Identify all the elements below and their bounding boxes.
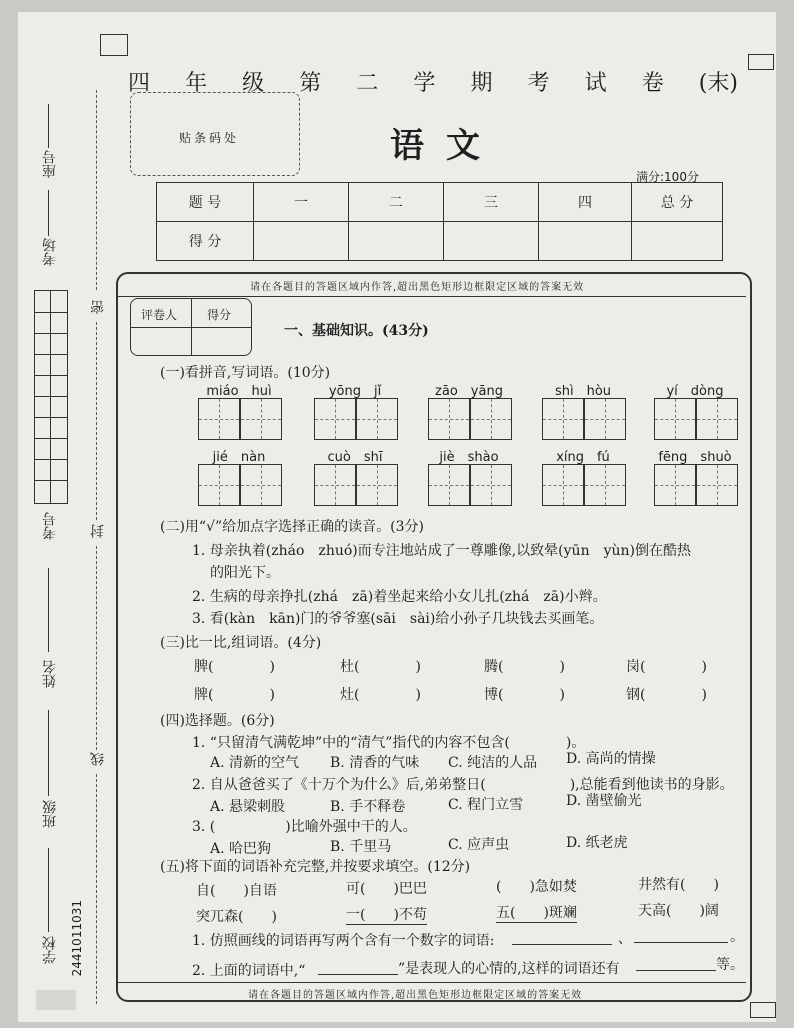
title-char: 第 xyxy=(299,71,322,96)
pinyin: shì hòu xyxy=(554,384,612,399)
grader-reviewer-label: 评卷人 xyxy=(141,308,178,322)
writing-grid-cell[interactable] xyxy=(198,464,240,506)
exam-number-boxes xyxy=(34,290,68,504)
idiom-fill-item[interactable]: 可( )巴巴 xyxy=(346,881,427,897)
score-header-cell: 二 xyxy=(349,183,444,222)
fill-question-1: 1. 仿照画线的词语再写两个含有一个数字的词语: xyxy=(192,933,495,949)
title-char: (末) xyxy=(698,71,738,96)
frame-divider-top xyxy=(118,296,746,297)
pinyin: yōng jǐ xyxy=(328,384,382,399)
class-label: 班级 xyxy=(42,800,58,828)
grader-box xyxy=(130,298,252,356)
choice-question-2: 2. 自从爸爸买了《十万个为什么》后,弟弟整日( ),总能看到他读书的身影。 xyxy=(192,777,734,793)
writing-grid-cell[interactable] xyxy=(356,464,398,506)
score-header-cell: 总 分 xyxy=(632,183,723,222)
school-code: 2441011031 xyxy=(70,900,84,977)
choice-question-3: 3. ( )比喻外强中干的人。 xyxy=(192,819,417,835)
school-line xyxy=(48,848,49,932)
writing-grid-cell[interactable] xyxy=(584,464,626,506)
writing-grid-cell[interactable] xyxy=(428,464,470,506)
pinyin: miáo huì xyxy=(206,384,272,399)
writing-grid-cell[interactable] xyxy=(542,398,584,440)
score-table xyxy=(156,182,723,261)
writing-grid-cell[interactable] xyxy=(428,398,470,440)
title-char: 学 xyxy=(413,71,436,96)
title-char: 级 xyxy=(242,71,265,96)
idiom-fill-item[interactable]: 突兀森( ) xyxy=(196,909,277,925)
word-compare-item[interactable]: 钢( ) xyxy=(626,687,707,703)
idiom-fill-item[interactable]: ( )急如焚 xyxy=(496,879,577,895)
corner-marker-top-left xyxy=(100,34,128,56)
writing-grid-cell[interactable] xyxy=(240,464,282,506)
score-input-cell[interactable] xyxy=(254,222,349,261)
fill-question-2-mid: ”是表现人的心情的,这样的词语还有 xyxy=(398,961,620,977)
notice-top: 请在各题目的答题区域内作答,超出黑色矩形边框限定区域的答案无效 xyxy=(250,282,585,293)
answer-blank[interactable] xyxy=(634,942,728,943)
choice-option[interactable]: A. 清新的空气 xyxy=(210,755,300,771)
title-char: 考 xyxy=(527,71,550,96)
answer-blank[interactable] xyxy=(636,970,716,971)
word-compare-item[interactable]: 腾( ) xyxy=(484,659,565,675)
choice-option[interactable]: C. 应声虫 xyxy=(448,837,510,853)
room-line xyxy=(48,190,49,236)
score-table-header-row xyxy=(157,183,723,222)
writing-grid-cell[interactable] xyxy=(198,398,240,440)
writing-grid-cell[interactable] xyxy=(654,398,696,440)
score-header-cell: 题 号 xyxy=(157,183,254,222)
part5-title: (五)将下面的词语补充完整,并按要求填空。(12分) xyxy=(160,859,471,875)
separator-mark: 、 xyxy=(618,931,632,947)
writing-grid-cell[interactable] xyxy=(470,398,512,440)
writing-grid-cell[interactable] xyxy=(356,398,398,440)
writing-grid-cell[interactable] xyxy=(584,398,626,440)
room-label: 考场 xyxy=(42,238,58,266)
corner-marker-bottom-right xyxy=(750,1002,776,1018)
seal-feng: 封 xyxy=(90,524,106,538)
choice-option[interactable]: B. 千里马 xyxy=(330,839,392,855)
score-input-cell[interactable] xyxy=(444,222,539,261)
part1-title: (一)看拼音,写词语。(10分) xyxy=(160,365,331,381)
title-char: 试 xyxy=(584,71,607,96)
writing-grid-cell[interactable] xyxy=(470,464,512,506)
word-compare-item[interactable]: 牌( ) xyxy=(194,687,275,703)
corner-marker-top-right xyxy=(748,54,774,70)
choice-option[interactable]: B. 清香的气味 xyxy=(330,755,420,771)
idiom-fill-item-underlined[interactable]: 一( )不苟 xyxy=(346,904,427,925)
name-line xyxy=(48,568,49,652)
seal-line-mid1 xyxy=(96,322,97,520)
choice-option[interactable]: B. 手不释卷 xyxy=(330,799,406,815)
word-compare-item[interactable]: 岗( ) xyxy=(626,659,707,675)
grader-score-label: 得分 xyxy=(207,308,232,322)
seal-line-top xyxy=(96,90,97,290)
score-header-cell: 三 xyxy=(444,183,539,222)
barcode-area xyxy=(130,92,300,176)
part2-question-2: 2. 生病的母亲挣扎(zhá zā)着坐起来给小女儿扎(zhá zā)小辫。 xyxy=(192,589,607,605)
seat-line xyxy=(48,104,49,148)
score-row-label: 得 分 xyxy=(157,222,254,261)
writing-grid-cell[interactable] xyxy=(314,398,356,440)
writing-grid-cell[interactable] xyxy=(542,464,584,506)
class-line xyxy=(48,710,49,796)
pinyin: xíng fú xyxy=(556,450,610,465)
frame-divider-bottom xyxy=(118,982,746,983)
full-mark: 满分:100分 xyxy=(636,170,699,184)
fill-question-2-start: 2. 上面的词语中,“ xyxy=(192,963,306,979)
writing-grid-cell[interactable] xyxy=(314,464,356,506)
pinyin: jié nàn xyxy=(212,450,266,465)
pinyin: cuò shī xyxy=(327,450,383,465)
writing-grid-cell[interactable] xyxy=(696,464,738,506)
score-input-cell[interactable] xyxy=(632,222,723,261)
title-char: 四 xyxy=(128,71,151,96)
choice-option[interactable]: C. 程门立雪 xyxy=(448,797,524,813)
title-char: 二 xyxy=(356,71,379,96)
score-input-cell[interactable] xyxy=(539,222,632,261)
part2-title: (二)用“√”给加点字选择正确的读音。(3分) xyxy=(160,519,424,535)
title-char: 年 xyxy=(185,71,208,96)
score-header-cell: 一 xyxy=(254,183,349,222)
seal-line-bottom xyxy=(96,774,97,1004)
choice-option[interactable]: C. 纯洁的人品 xyxy=(448,755,538,771)
end-mark: 等。 xyxy=(716,957,744,973)
exam-number-label: 考号 xyxy=(42,512,58,540)
score-input-cell[interactable] xyxy=(349,222,444,261)
notice-bottom: 请在各题目的答题区域内作答,超出黑色矩形边框限定区域的答案无效 xyxy=(248,990,583,1001)
choice-question-1: 1. “只留清气满乾坤”中的“清气”指代的内容不包含( )。 xyxy=(192,735,586,751)
answer-blank[interactable] xyxy=(318,974,398,975)
school-label: 学校 xyxy=(42,936,58,964)
score-header-cell: 四 xyxy=(539,183,632,222)
part2-question-1: 1. 母亲执着(zháo zhuó)而专注地站成了一尊雕像,以致晕(yūn yùn)倒在酷热 xyxy=(192,543,691,559)
pinyin: yí dòng xyxy=(666,384,724,399)
idiom-fill-item[interactable]: 天高( )阔 xyxy=(638,903,719,919)
seat-label: 座号 xyxy=(42,150,58,178)
seal-line-mid2 xyxy=(96,546,97,750)
word-compare-item[interactable]: 博( ) xyxy=(484,687,565,703)
pinyin: jiè shào xyxy=(439,450,499,465)
stamp-smudge xyxy=(36,990,76,1010)
word-compare-item[interactable]: 灶( ) xyxy=(340,687,421,703)
writing-grid-cell[interactable] xyxy=(696,398,738,440)
score-table-score-row xyxy=(157,222,723,261)
subject-title: 语文 xyxy=(390,126,502,166)
part4-title: (四)选择题。(6分) xyxy=(160,713,275,729)
choice-option[interactable]: D. 纸老虎 xyxy=(566,835,628,851)
end-mark: 。 xyxy=(730,929,744,945)
pinyin: fēng shuò xyxy=(658,450,732,465)
choice-option[interactable]: D. 凿壁偷光 xyxy=(566,793,642,809)
part2-question-1-cont: 的阳光下。 xyxy=(210,565,280,581)
idiom-fill-item[interactable]: 自( )自语 xyxy=(196,883,277,899)
writing-grid-cell[interactable] xyxy=(654,464,696,506)
word-compare-item[interactable]: 脾( ) xyxy=(194,659,275,675)
choice-option[interactable]: A. 悬梁刺股 xyxy=(210,799,286,815)
writing-grid-cell[interactable] xyxy=(240,398,282,440)
idiom-fill-item-underlined[interactable]: 五( )斑斓 xyxy=(496,902,577,923)
section1-title: 一、基础知识。(43分) xyxy=(284,323,429,339)
part3-title: (三)比一比,组词语。(4分) xyxy=(160,635,322,651)
choice-option[interactable]: D. 高尚的情操 xyxy=(566,751,656,767)
pinyin: zāo yāng xyxy=(435,384,503,399)
idiom-fill-item[interactable]: 井然有( ) xyxy=(638,877,719,893)
part2-question-3: 3. 看(kàn kān)门的爷爷塞(sāi sài)给小孙子几块钱去买画笔。 xyxy=(192,611,604,627)
name-label: 姓名 xyxy=(42,660,58,688)
choice-option[interactable]: A. 哈巴狗 xyxy=(210,841,272,857)
title-char: 卷 xyxy=(641,71,664,96)
seal-xian: 线 xyxy=(90,752,106,766)
barcode-label: 贴条码处 xyxy=(179,131,240,145)
word-compare-item[interactable]: 杜( ) xyxy=(340,659,421,675)
answer-blank[interactable] xyxy=(512,944,612,945)
title-char: 期 xyxy=(470,71,493,96)
seal-mi: 密 xyxy=(90,300,106,314)
